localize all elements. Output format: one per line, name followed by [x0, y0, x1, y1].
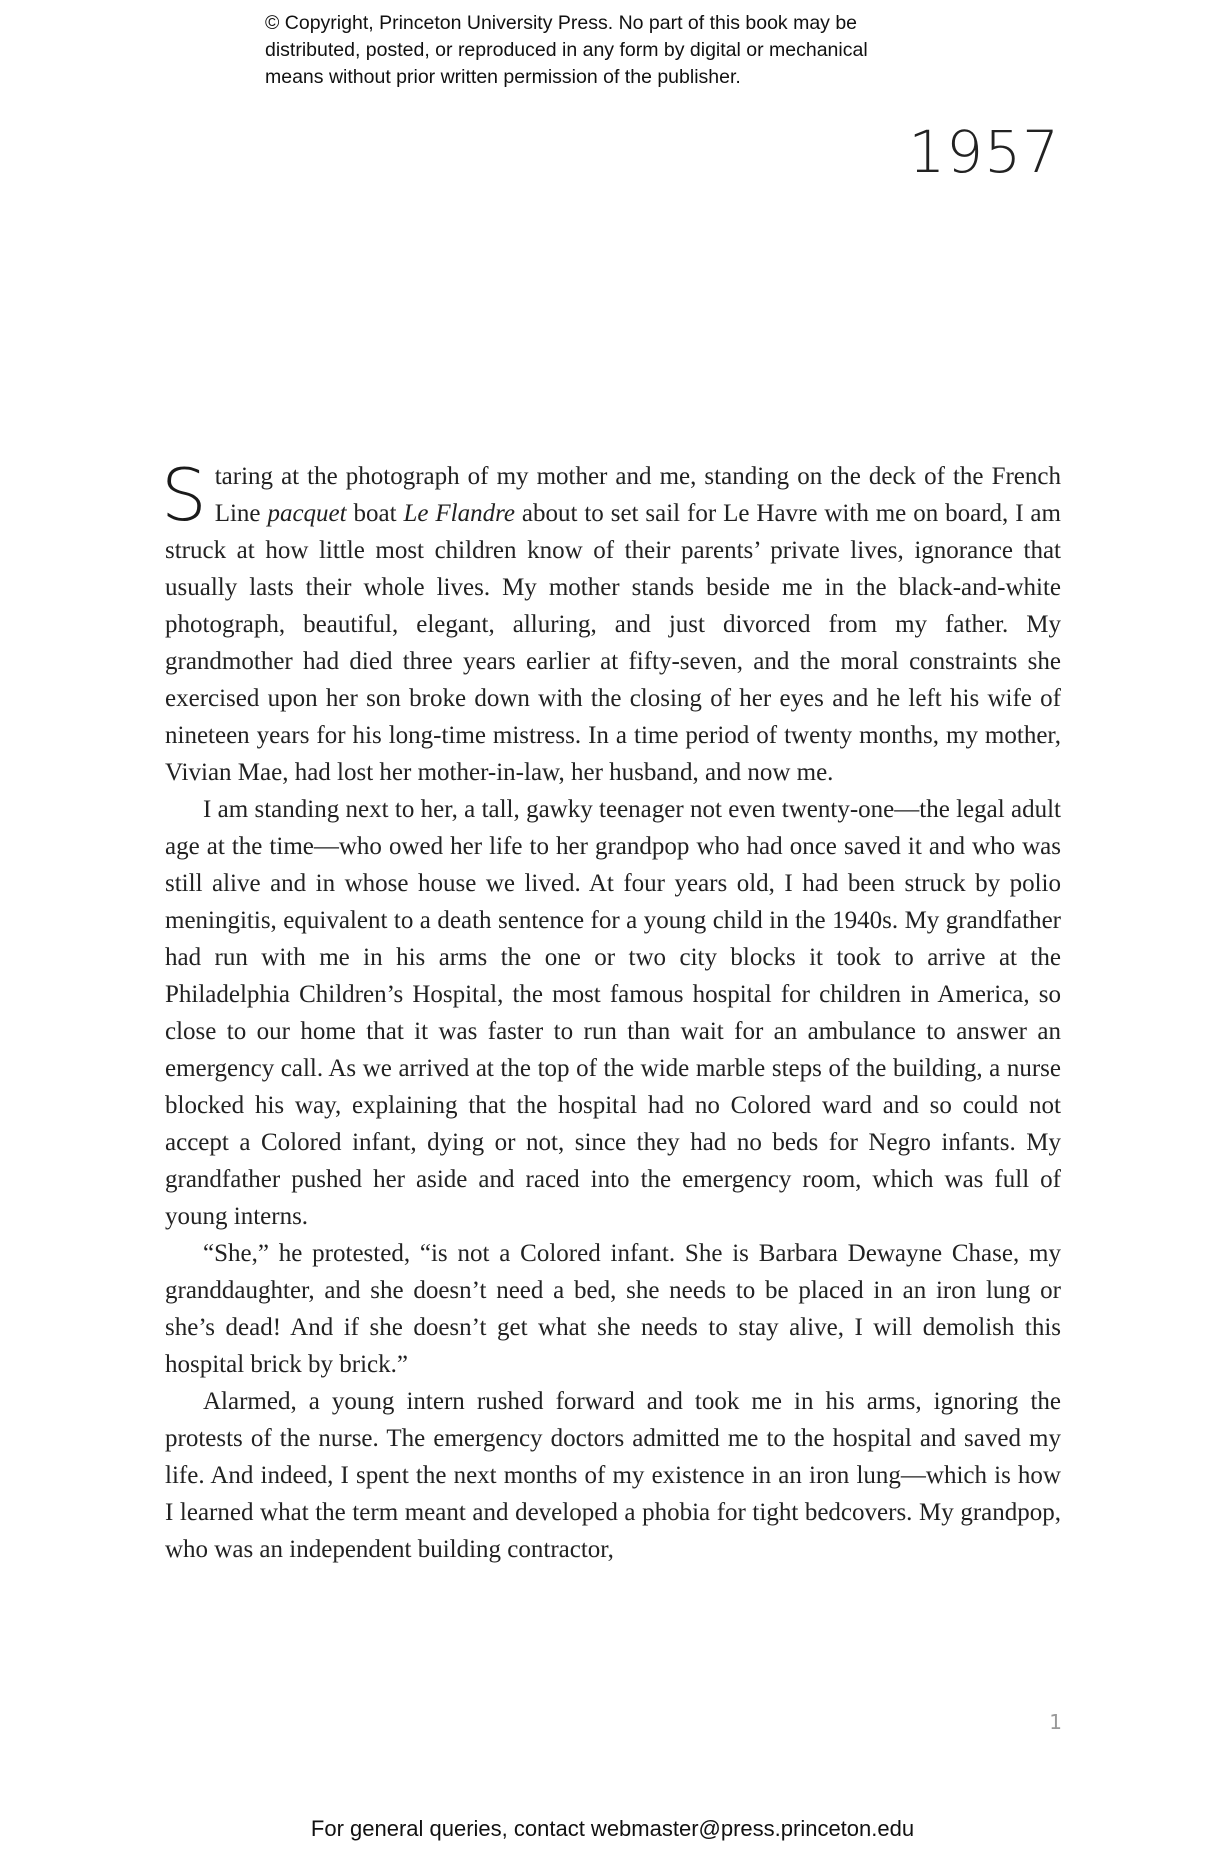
paragraph-1-text-b: boat [346, 500, 404, 527]
paragraph-1-text-c: about to set sail for Le Havre with me on board, I am struck at how little most children know of their parents’ private lives, ignorance that usually lasts their whole lives. My mother stands beside me in the black-and-white photograph, beautiful, elegant, alluring, and just divorced from my father. My grandmother had died three years earlier at fifty-seven, and the moral constraints she exercised upon her son broke down with the closing of her eyes and he left his wife of nineteen years for his long-time mistress. In a time period of twenty months, my mother, Vivian Mae, had lost her mother-in-law, her husband, and now me. [165, 500, 1061, 786]
footer-contact: For general queries, contact webmaster@press.princeton.edu [310, 1816, 915, 1841]
chapter-title: 1957 [908, 118, 1060, 186]
copyright-line-3: means without prior written permission of the publisher. [265, 66, 741, 88]
paragraph-2: I am standing next to her, a tall, gawky teenager not even twenty-one—the legal adult age at the time—who owed her life to her grandpop who had once saved it and who was still alive and in whose house we lived. At four years old, I had been struck by polio meningitis, equivalent to a death sentence for a young child in the 1940s. My grandfather had run with me in his arms the one or two city blocks it took to arrive at the Philadelphia Children’s Hospital, the most famous hospital for children in America, so close to our home that it was faster to run than wait for an ambulance to answer an emergency call. As we arrived at the top of the wide marble steps of the building, a nurse blocked his way, explaining that the hospital had no Colored ward and so could not accept a Colored infant, dying or not, since they had no beds for Negro infants. My grandfather pushed her aside and raced into the emergency room, which was full of young interns. [165, 796, 1061, 1230]
copyright-line-2: distributed, posted, or reproduced in any form by digital or mechanical [265, 39, 868, 61]
paragraph-1-italic-pacquet: pacquet [267, 500, 347, 527]
paragraph-1-text-a: taring at the photograph of my mother and me, standing on the deck of the French Line [214, 463, 1061, 527]
paragraph-4: Alarmed, a young intern rushed forward and took me in his arms, ignoring the protests of the nurse. The emergency doctors admitted me to the hospital and saved my life. And indeed, I spent the next months of my existence in an iron lung—which is how I learned what the term meant and developed a phobia for tight bedcovers. My grandpop, who was an independent building contractor, [165, 1388, 1061, 1563]
body-text [161, 453, 1061, 1568]
page-number: 1 [1049, 1710, 1062, 1734]
paragraph-1 [161, 453, 1061, 791]
drop-cap: S [161, 453, 207, 537]
copyright-line-1: © Copyright, Princeton University Press. No part of this book may be [265, 12, 858, 34]
paragraph-1-italic-ship: Le Flandre [403, 500, 515, 527]
copyright-notice [265, 10, 1025, 91]
paragraph-3: “She,” he protested, “is not a Colored infant. She is Barbara Dewayne Chase, my granddaughter, and she doesn’t need a bed, she needs to be placed in an iron lung or she’s dead! And if she doesn’t get what she needs to stay alive, I will demolish this hospital brick by brick.” [165, 1240, 1061, 1378]
